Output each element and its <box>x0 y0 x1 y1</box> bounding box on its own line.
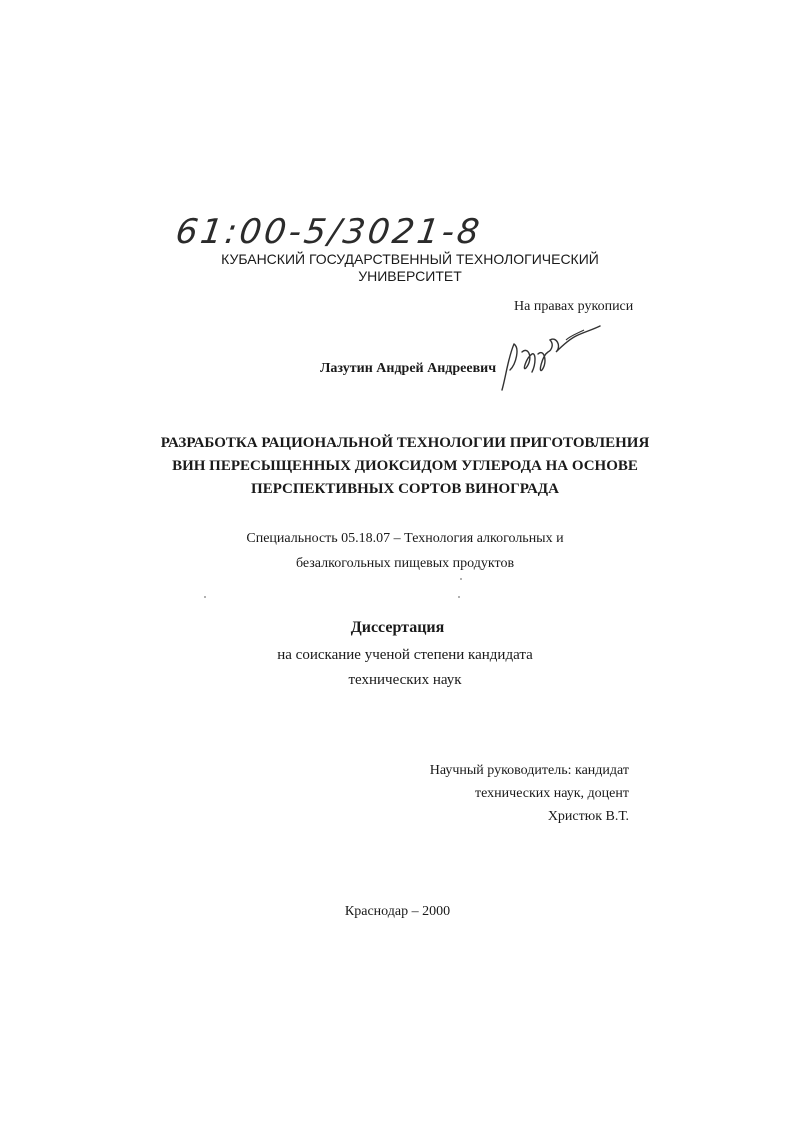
scan-speck <box>204 596 206 598</box>
scan-speck <box>460 578 462 580</box>
title-line-3: ПЕРСПЕКТИВНЫХ СОРТОВ ВИНОГРАДА <box>251 481 559 497</box>
supervisor-block <box>430 759 629 828</box>
specialty-line-1: Специальность 05.18.07 – Технология алкогольных и <box>246 531 564 546</box>
rights-note: На правах рукописи <box>514 299 634 314</box>
dissertation-label: Диссертация <box>350 619 445 636</box>
degree-line-1: на соискание ученой степени кандидата <box>277 647 533 663</box>
degree-info <box>150 643 660 693</box>
archive-code: 61:00-5/3021-8 <box>173 212 485 252</box>
supervisor-name: Христюк В.Т. <box>547 809 629 824</box>
scan-speck <box>458 596 460 598</box>
city-year: Краснодар – 2000 <box>344 904 451 919</box>
degree-line-2: технических наук <box>348 672 462 688</box>
supervisor-line-2: технических наук, доцент <box>475 786 629 801</box>
supervisor-line-1: Научный руководитель: кандидат <box>429 763 629 778</box>
university-line-1: КУБАНСКИЙ ГОСУДАРСТВЕННЫЙ ТЕХНОЛОГИЧЕСКИЙ <box>221 251 599 267</box>
specialty-line-2: безалкогольных пищевых продуктов <box>295 556 515 571</box>
author-name: Лазутин Андрей Андреевич <box>320 361 497 376</box>
title-line-2: ВИН ПЕРЕСЫЩЕННЫХ ДИОКСИДОМ УГЛЕРОДА НА ОСНОВЕ <box>172 458 638 474</box>
specialty <box>150 526 660 576</box>
author-signature <box>496 318 606 398</box>
dissertation-title <box>150 432 660 501</box>
university-line-2: УНИВЕРСИТЕТ <box>358 268 462 284</box>
title-line-1: РАЗРАБОТКА РАЦИОНАЛЬНОЙ ТЕХНОЛОГИИ ПРИГОТОВЛЕНИЯ <box>160 435 650 451</box>
university-name <box>200 251 620 285</box>
